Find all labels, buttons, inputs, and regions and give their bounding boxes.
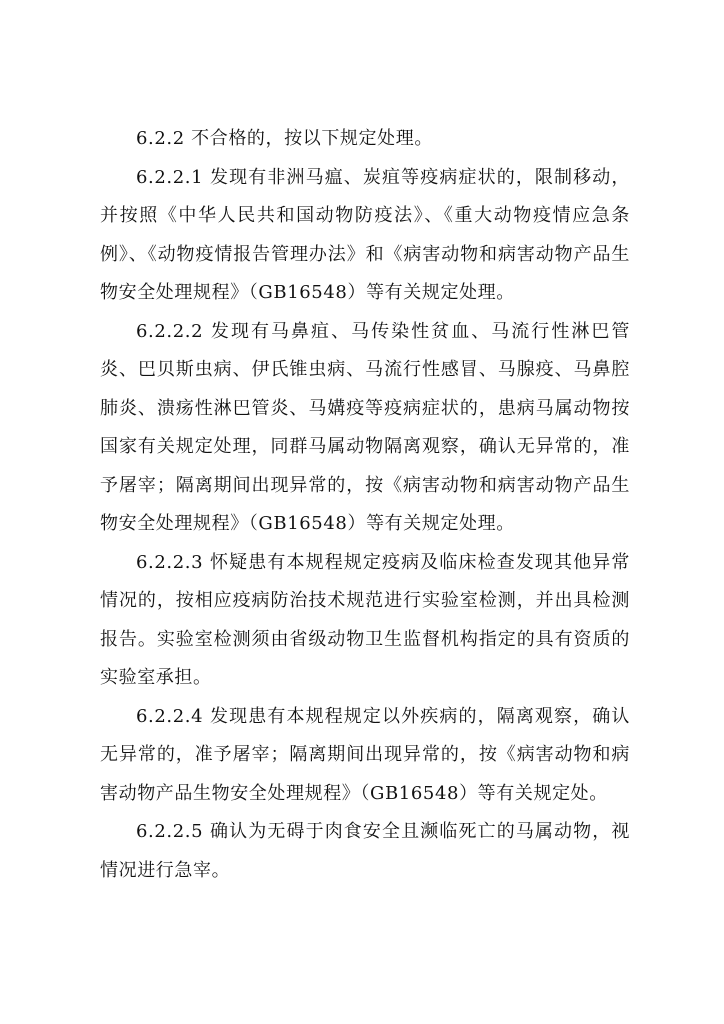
document-body (100, 120, 630, 890)
paragraph-6-2-2-3: 6.2.2.3 怀疑患有本规程规定疫病及临床检查发现其他异常情况的，按相应疫病防治技术规范进行实验室检测，并出具检测报告。实验室检测须由省级动物卫生监督机构指定的具有资质的实验室承担。 (100, 551, 630, 688)
paragraph-6-2-2-2: 6.2.2.2 发现有马鼻疽、马传染性贫血、马流行性淋巴管炎、巴贝斯虫病、伊氏锥虫病、马流行性感冒、马腺疫、马鼻腔肺炎、溃疡性淋巴管炎、马媾疫等疫病症状的，患病马属动物按国家有关规定处理，同群马属动物隔离观察，确认无异常的，准予屠宰；隔离期间出现异常的，按《病害动物和病害动物产品生物安全处理规程》（GB16548）等有关规定处理。 (100, 320, 630, 534)
paragraph-6-2-2-5: 6.2.2.5 确认为无碍于肉食安全且濒临死亡的马属动物，视情况进行急宰。 (100, 821, 630, 881)
paragraph-6-2-2-1: 6.2.2.1 发现有非洲马瘟、炭疽等疫病症状的，限制移动，并按照《中华人民共和国动物防疫法》、《重大动物疫情应急条例》、《动物疫情报告管理办法》和《病害动物和病害动物产品生物安全处理规程》（GB16548）等有关规定处理。 (100, 166, 630, 303)
paragraph-6-2-2-4: 6.2.2.4 发现患有本规程规定以外疾病的，隔离观察，确认无异常的，准予屠宰；隔离期间出现异常的，按《病害动物和病害动物产品生物安全处理规程》（GB16548）等有关规定处。 (100, 705, 630, 804)
paragraph-6-2-2: 6.2.2 不合格的，按以下规定处理。 (136, 128, 433, 149)
